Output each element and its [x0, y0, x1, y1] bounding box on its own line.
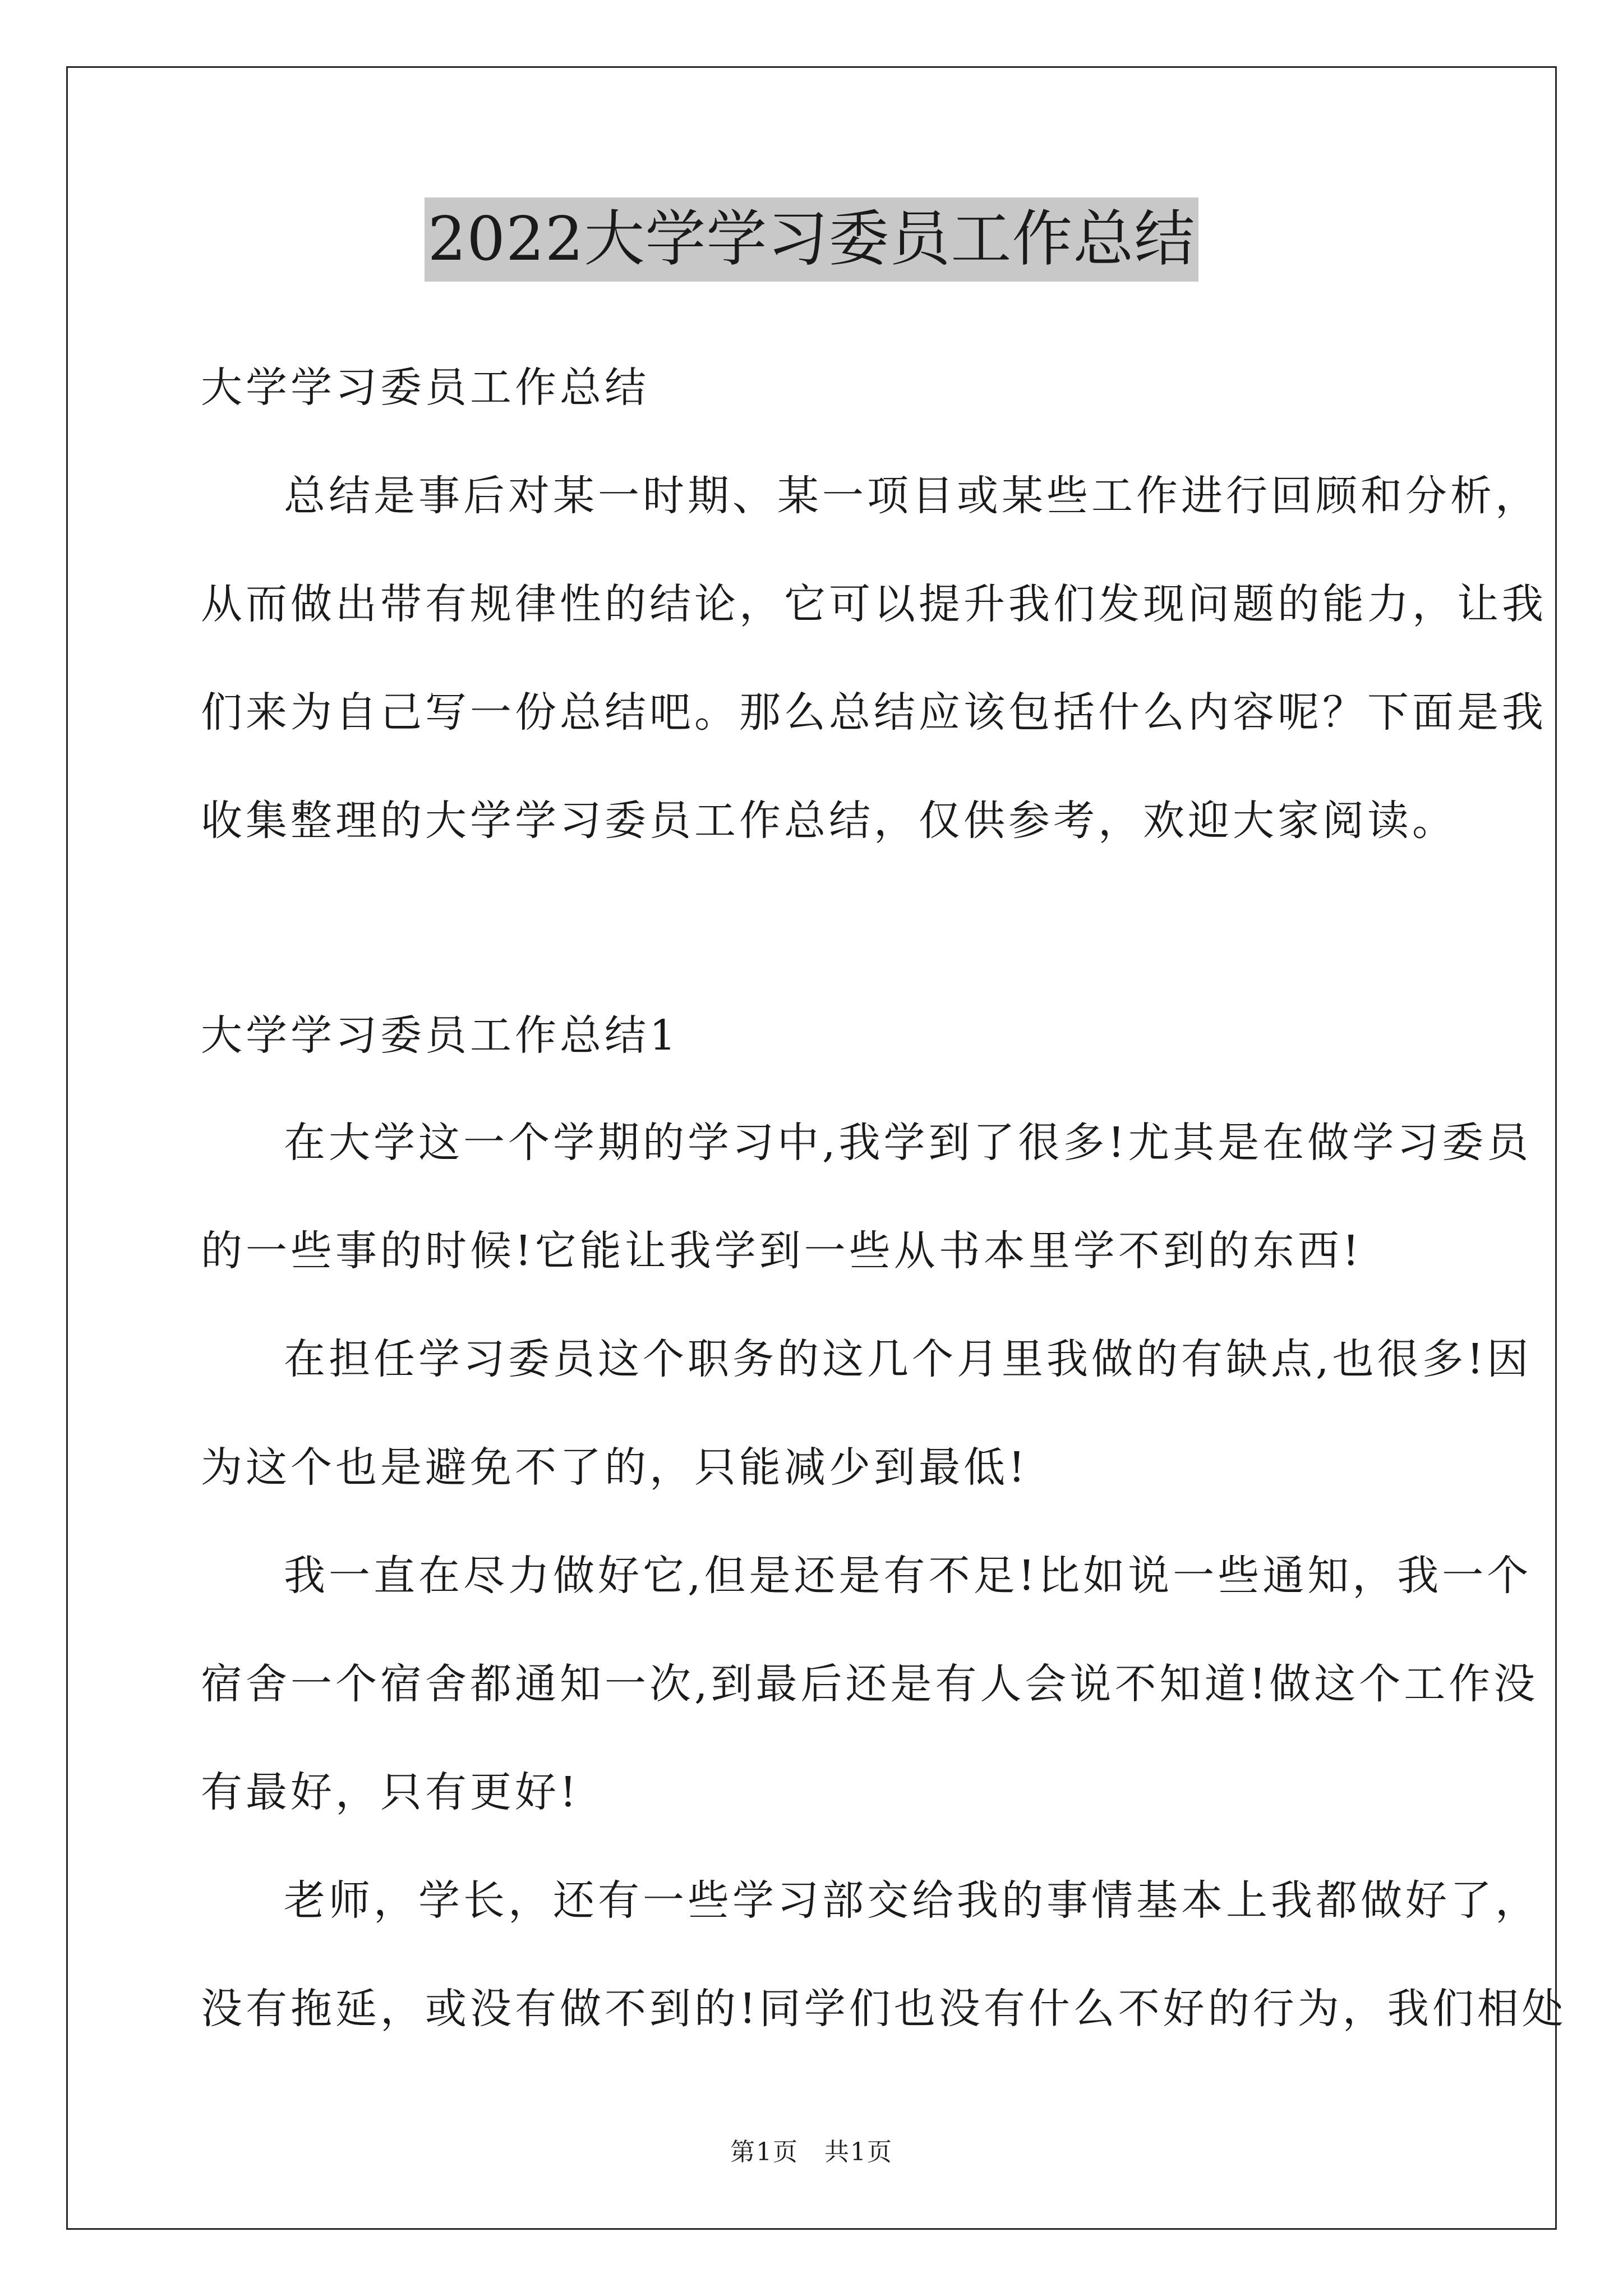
paragraph-line: 的一些事的时候!它能让我学到一些从书本里学不到的东西!: [201, 1227, 1363, 1275]
paragraph-line: 宿舍一个宿舍都通知一次,到最后还是有人会说不知道!做这个工作没: [201, 1660, 1539, 1708]
paragraph-line: 为这个也是避免不了的，只能减少到最低!: [201, 1443, 1029, 1492]
paragraph-line: 在担任学习委员这个职务的这几个月里我做的有缺点,也很多!因: [284, 1335, 1532, 1383]
paragraph-line: 总结是事后对某一时期、某一项目或某些工作进行回顾和分析，: [284, 472, 1540, 520]
paragraph-line: 在大学这一个学期的学习中,我学到了很多!尤其是在做学习委员: [284, 1119, 1532, 1167]
title-container: [0, 197, 1623, 282]
document-title: 2022大学学习委员工作总结: [425, 197, 1199, 282]
section-heading: 大学学习委员工作总结: [201, 364, 649, 412]
paragraph-line: 们来为自己写一份总结吧。那么总结应该包括什么内容呢？下面是我: [201, 688, 1547, 737]
page-footer: 第1页 共1页: [730, 2138, 893, 2166]
paragraph-line: 有最好，只有更好!: [201, 1768, 580, 1816]
paragraph-line: 收集整理的大学学习委员工作总结，仅供参考，欢迎大家阅读。: [201, 797, 1457, 845]
section-heading: 大学学习委员工作总结1: [201, 1011, 680, 1060]
paragraph-line: 从而做出带有规律性的结论，它可以提升我们发现问题的能力，让我: [201, 580, 1547, 628]
paragraph-line: 老师，学长，还有一些学习部交给我的事情基本上我都做好了，: [284, 1876, 1540, 1925]
paragraph-line: 没有拖延，或没有做不到的!同学们也没有什么不好的行为，我们相处: [201, 1985, 1567, 2033]
paragraph-line: 我一直在尽力做好它,但是还是有不足!比如说一些通知，我一个: [284, 1552, 1532, 1600]
